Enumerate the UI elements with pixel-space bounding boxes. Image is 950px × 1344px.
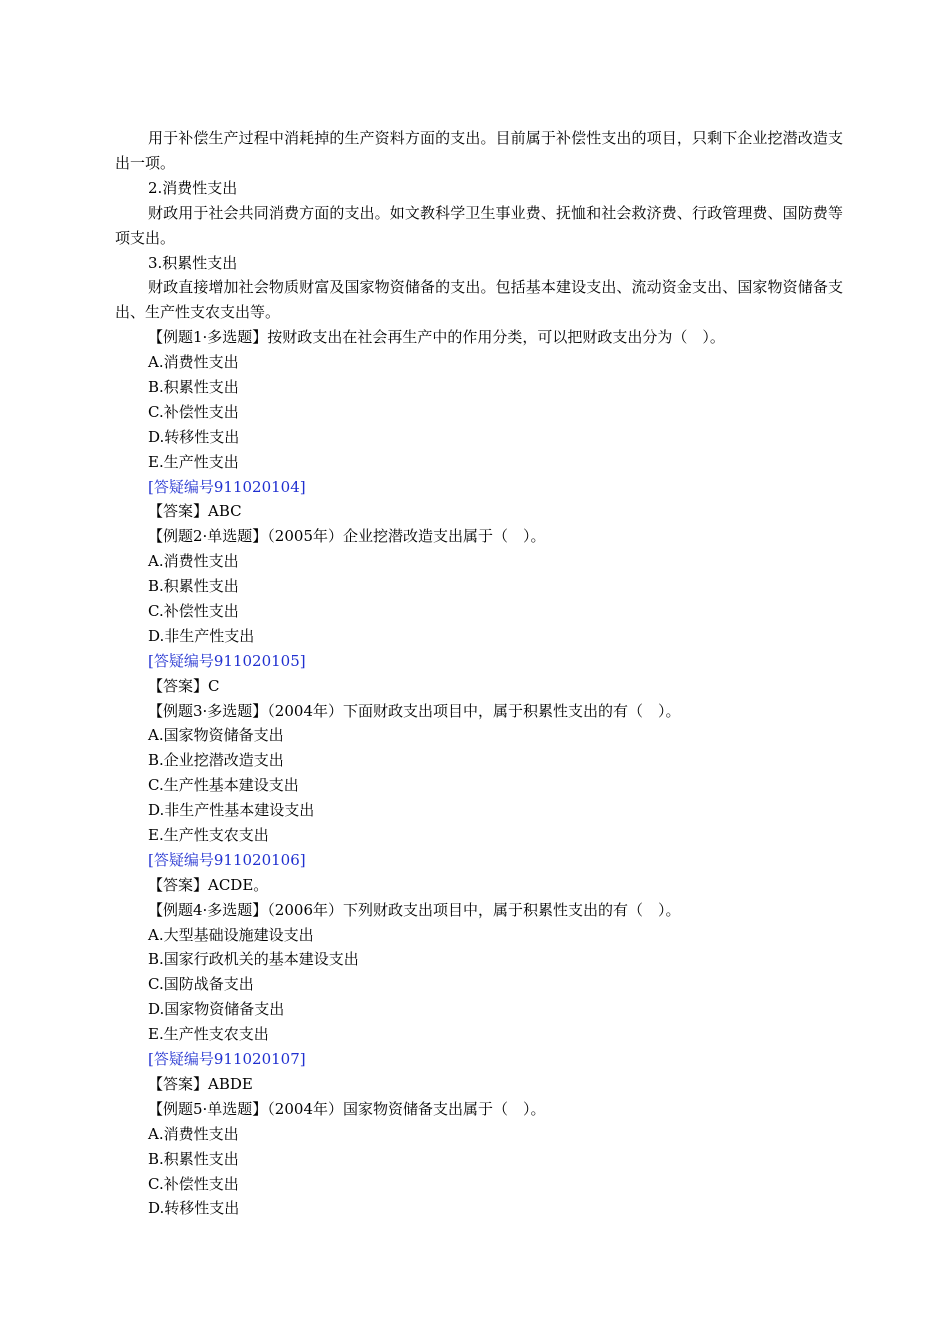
question-5-option-a: A.消费性支出 <box>148 1124 239 1143</box>
question-3-option-b: B.企业挖潜改造支出 <box>148 751 284 770</box>
question-4-option-e: E.生产性支农支出 <box>148 1025 269 1044</box>
question-4-option-c: C.国防战备支出 <box>148 975 254 994</box>
question-1-reference-link[interactable]: [答疑编号911020104] <box>148 477 306 496</box>
heading-consumption: 2.消费性支出 <box>148 178 238 197</box>
question-4-stem: 【例题4·多选题】（2006年）下列财政支出项目中，属于积累性支出的有（ ）。 <box>148 900 681 919</box>
question-1-answer: 【答案】ABC <box>148 502 242 521</box>
heading-accumulation: 3.积累性支出 <box>148 253 238 272</box>
question-2-reference-link[interactable]: [答疑编号911020105] <box>148 651 306 670</box>
question-1-option-c: C.补偿性支出 <box>148 402 239 421</box>
document-page <box>115 126 843 1221</box>
question-4-answer: 【答案】ABDE <box>148 1074 253 1093</box>
question-3-answer: 【答案】ACDE。 <box>148 875 269 894</box>
question-5-option-b: B.积累性支出 <box>148 1149 239 1168</box>
question-1-option-e: E.生产性支出 <box>148 452 239 471</box>
question-2-option-d: D.非生产性支出 <box>148 626 255 645</box>
paragraph-compensatory: 用于补偿生产过程中消耗掉的生产资料方面的支出。目前属于补偿性支出的项目，只剩下企业挖潜改造支出一项。 <box>115 129 843 172</box>
question-1-option-b: B.积累性支出 <box>148 378 239 396</box>
question-5-option-d: D.转移性支出 <box>148 1199 240 1218</box>
question-1-option-a: A.消费性支出 <box>148 353 239 372</box>
question-1-stem: 【例题1·多选题】按财政支出在社会再生产中的作用分类，可以把财政支出分为（ ）。 <box>148 328 725 347</box>
question-2-stem: 【例题2·单选题】（2005年）企业挖潜改造支出属于（ ）。 <box>148 527 546 546</box>
question-4-option-a: A.大型基础设施建设支出 <box>148 925 314 944</box>
question-3-option-c: C.生产性基本建设支出 <box>148 776 299 795</box>
question-4-reference-link[interactable]: [答疑编号911020107] <box>148 1050 306 1069</box>
question-3-option-d: D.非生产性基本建设支出 <box>148 801 315 820</box>
question-2-option-b: B.积累性支出 <box>148 577 239 596</box>
paragraph-accumulation: 财政直接增加社会物质财富及国家物资储备的支出。包括基本建设支出、流动资金支出、国家物资储备支出、生产性支农支出等。 <box>115 278 843 322</box>
question-2-answer: 【答案】C <box>148 676 220 695</box>
question-3-option-e: E.生产性支农支出 <box>148 826 269 845</box>
paragraph-consumption: 财政用于社会共同消费方面的支出。如文教科学卫生事业费、抚恤和社会救济费、行政管理费、国防费等项支出。 <box>115 203 843 247</box>
question-5-stem: 【例题5·单选题】（2004年）国家物资储备支出属于（ ）。 <box>148 1099 546 1118</box>
question-3-stem: 【例题3·多选题】（2004年）下面财政支出项目中，属于积累性支出的有（ ）。 <box>148 701 681 720</box>
question-2-option-c: C.补偿性支出 <box>148 602 239 621</box>
question-3-option-a: A.国家物资储备支出 <box>148 726 284 745</box>
question-3-reference-link[interactable]: [答疑编号911020106] <box>148 850 306 869</box>
question-4-option-d: D.国家物资储备支出 <box>148 1000 285 1019</box>
question-1-option-d: D.转移性支出 <box>148 427 240 446</box>
question-4-option-b: B.国家行政机关的基本建设支出 <box>148 950 359 969</box>
question-2-option-a: A.消费性支出 <box>148 552 239 571</box>
question-5-option-c: C.补偿性支出 <box>148 1174 239 1193</box>
